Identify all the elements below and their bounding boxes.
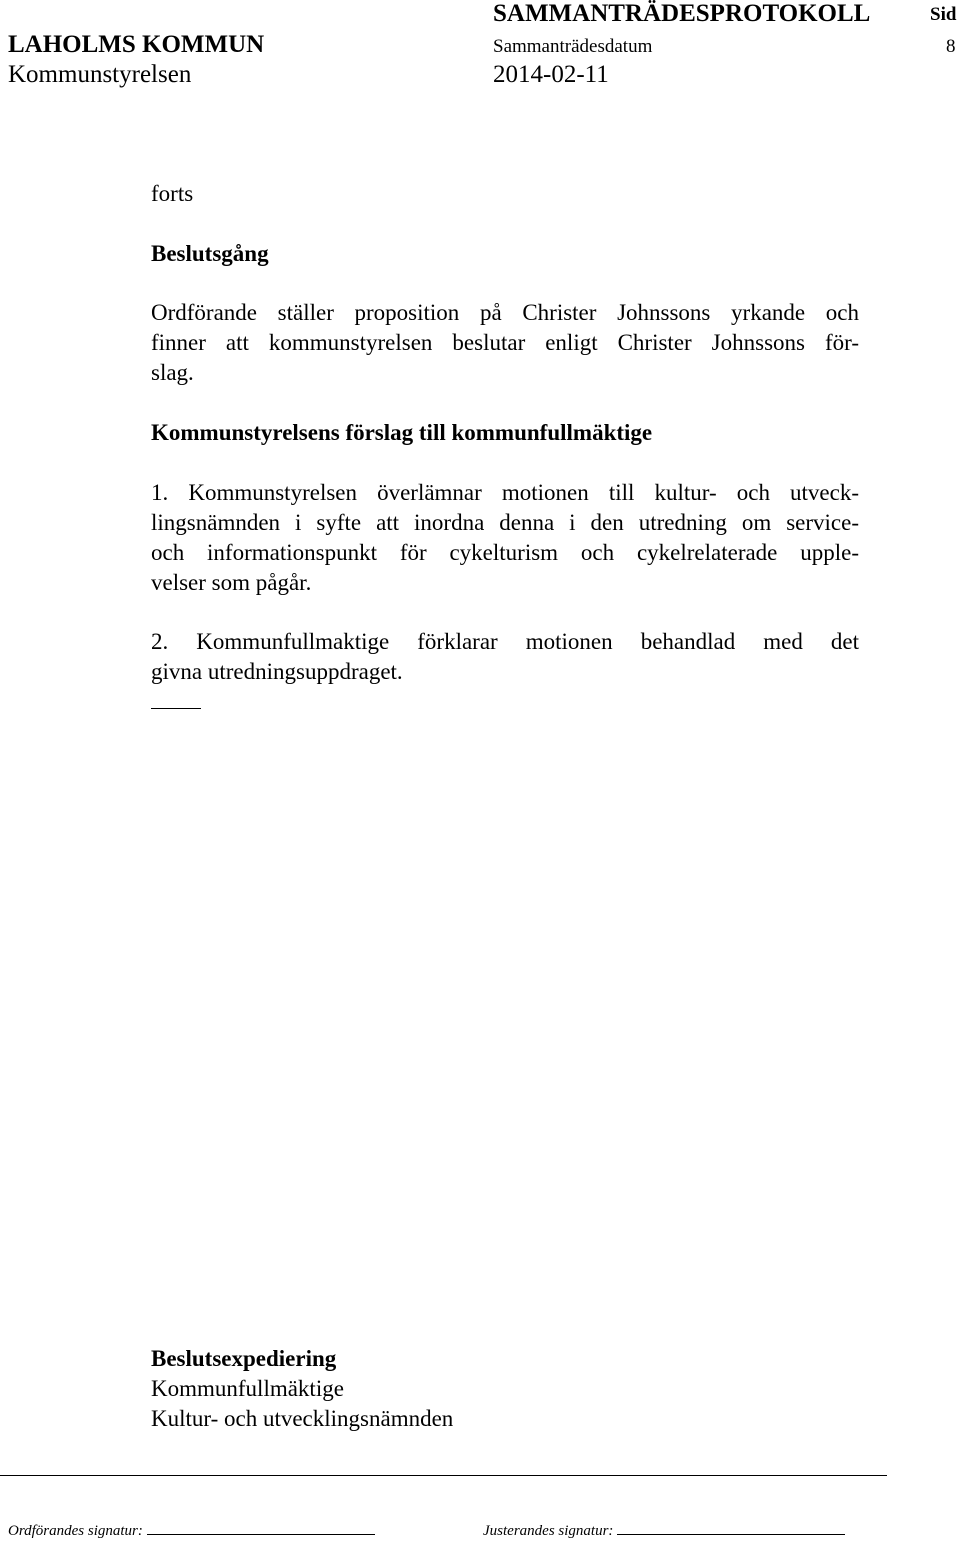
paragraph-line: givna utredningsuppdraget. [151,659,403,684]
continued-marker: forts [151,181,194,206]
paragraph-line: finner att kommunstyrelsen beslutar enligt Christer Johnssons för- [151,330,859,355]
dispatch-heading: Beslutsexpediering [151,1346,337,1371]
paragraph-line: 2. Kommunfullmaktige förklarar motionen behandlad med det [151,629,859,654]
meeting-date-label: Sammanträdesdatum [493,36,653,57]
sid-label: Sid [930,4,957,25]
proposal-item-1 [151,478,859,598]
chair-signature [8,1522,375,1540]
paragraph-line: slag. [151,360,194,385]
board-name: Kommunstyrelsen [8,61,192,88]
chair-signature-label: Ordförandes signatur: [8,1523,143,1539]
footer-divider [0,1475,887,1476]
paragraph-line: Ordförande ställer proposition på Christer Johnssons yrkande och [151,300,859,325]
section-end-dash [151,708,201,709]
paragraph-line: lingsnämnden i syfte att inordna denna i den utredning om service- [151,510,859,535]
proposal-heading: Kommunstyrelsens förslag till kommunfullmäktige [151,420,653,445]
adjuster-signature-line [617,1522,845,1535]
adjuster-signature-label: Justerandes signatur: [483,1523,614,1539]
decision-heading: Beslutsgång [151,241,269,266]
paragraph-line: velser som pågår. [151,570,312,595]
proposal-item-2 [151,627,859,687]
paragraph-line: 1. Kommunstyrelsen överlämnar motionen till kultur- och utveck- [151,480,859,505]
chair-signature-line [147,1522,375,1535]
meeting-date: 2014-02-11 [493,61,609,88]
dispatch-recipient: Kultur- och utvecklingsnämnden [151,1406,454,1431]
decision-paragraph [151,298,859,388]
adjuster-signature [483,1522,845,1540]
organization-name: LAHOLMS KOMMUN [8,31,265,58]
paragraph-line: och informationspunkt för cykelturism och cykelrelaterade upple- [151,540,859,565]
dispatch-recipient: Kommunfullmäktige [151,1376,344,1401]
page-number: 8 [946,36,956,57]
protocol-title: SAMMANTRÄDESPROTOKOLL [493,0,871,27]
